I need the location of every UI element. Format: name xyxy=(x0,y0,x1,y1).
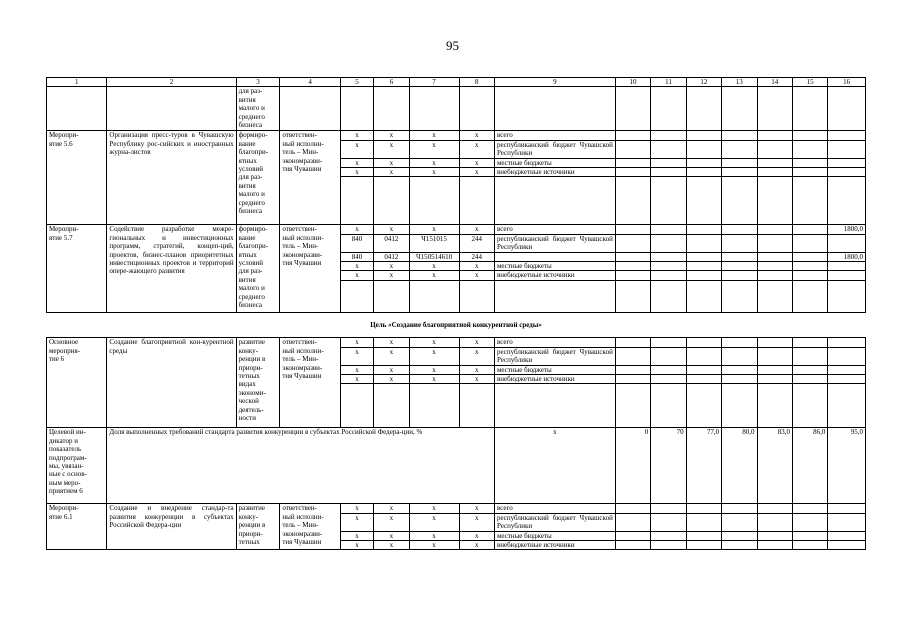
cell: x xyxy=(409,540,459,549)
funding-source: внебюджетные источники xyxy=(494,540,615,549)
funding-source: внебюджетные источники xyxy=(494,271,615,280)
activity-goal: формиро- вание благопри- ятных условий для раз- вития малого и среднего бизнеса xyxy=(236,131,280,225)
cell: x xyxy=(340,140,373,158)
cell: x xyxy=(340,262,373,271)
cell: x xyxy=(459,374,494,383)
value-cell: 1800,0 xyxy=(828,225,866,234)
responsible: ответствен- ный исполни- тель – Мин- экономразви- тия Чувашии xyxy=(280,225,340,312)
funding-source: республиканский бюджет Чувашской Республики xyxy=(494,234,615,252)
col-header: 14 xyxy=(757,78,792,87)
col-header: 11 xyxy=(651,78,686,87)
col-header: 4 xyxy=(280,78,340,87)
activity-goal: развитие конку- ренции в приори- тетных xyxy=(236,504,280,550)
indicator-value: 0 xyxy=(615,428,650,504)
cell: x xyxy=(340,131,373,140)
cell: x xyxy=(374,140,409,158)
cell: x xyxy=(340,225,373,234)
cell: x xyxy=(340,504,373,513)
funding-source: местные бюджеты xyxy=(494,158,615,167)
activity-title: Создание и внедрение стандар-та развития конкуренции в субъектах Российской Федера-ции xyxy=(107,504,236,550)
cell: 244 xyxy=(459,252,494,261)
responsible: ответствен- ный исполни- тель – Мин- экономразви- тия Чувашии xyxy=(280,338,340,428)
activity-title: Организация пресс-туров в Чувашскую Республику рос-сийских и иностранных журна-листов xyxy=(107,131,236,225)
cell: 840 xyxy=(340,234,373,252)
cell: x xyxy=(409,504,459,513)
cell: x xyxy=(374,131,409,140)
indicator-value: 77,0 xyxy=(686,428,721,504)
cell: x xyxy=(409,374,459,383)
activity-goal: развитие конку- ренции в приори- тетных видах экономи- ческой деятель- ности xyxy=(236,338,280,428)
indicator-text: Доля выполненных требований стандарта развития конкуренции в субъектах Российской Федера-ции, % xyxy=(107,428,495,504)
cell: x xyxy=(374,365,409,374)
cell: x xyxy=(340,338,373,347)
cell: x xyxy=(340,374,373,383)
indicator-value: 70 xyxy=(651,428,686,504)
funding-source: всего xyxy=(494,338,615,347)
responsible: ответствен- ный исполни- тель – Мин- экономразви- тия Чувашии xyxy=(280,504,340,550)
activity-name: Основное мероприя- тие 6 xyxy=(47,338,107,428)
page-number: 95 xyxy=(446,38,459,53)
col-header: 5 xyxy=(340,78,373,87)
cell: x xyxy=(459,168,494,177)
funding-source xyxy=(494,252,615,261)
funding-source: всего xyxy=(494,225,615,234)
cell: x xyxy=(459,140,494,158)
cell: x xyxy=(459,347,494,365)
col-header: 16 xyxy=(828,78,866,87)
value-cell: 1800,0 xyxy=(828,252,866,261)
cell: x xyxy=(409,531,459,540)
table-row xyxy=(47,225,866,234)
funding-source: местные бюджеты xyxy=(494,365,615,374)
funding-source: всего xyxy=(494,131,615,140)
cell: x xyxy=(340,158,373,167)
funding-source: внебюджетные источники xyxy=(494,374,615,383)
cell: x xyxy=(374,347,409,365)
cell: x xyxy=(459,365,494,374)
cell: x xyxy=(340,347,373,365)
funding-source: республиканский бюджет Чувашской Республики xyxy=(494,140,615,158)
col-header: 12 xyxy=(686,78,721,87)
col-header: 3 xyxy=(236,78,280,87)
activity-goal: формиро- вание благопри- ятных условий для раз- вития малого и среднего бизнеса xyxy=(236,225,280,312)
cell: x xyxy=(340,168,373,177)
cell: 244 xyxy=(459,234,494,252)
indicator-value: 83,0 xyxy=(757,428,792,504)
cell: x xyxy=(459,262,494,271)
cell: x xyxy=(459,338,494,347)
cell: x xyxy=(340,540,373,549)
indicator-value: 95,0 xyxy=(828,428,866,504)
col-header: 8 xyxy=(459,78,494,87)
cell: x xyxy=(494,428,615,504)
activity-title: Создание благоприятной кон-курентной среды xyxy=(107,338,236,428)
funding-source: республиканский бюджет Чувашской Республики xyxy=(494,513,615,531)
program-table xyxy=(46,77,866,550)
cell: 0412 xyxy=(374,234,409,252)
col-header: 7 xyxy=(409,78,459,87)
cell: x xyxy=(409,271,459,280)
cell: x xyxy=(459,131,494,140)
activity-name: Меропри- ятие 5.7 xyxy=(47,225,107,312)
cell: x xyxy=(374,513,409,531)
col-header: 10 xyxy=(615,78,650,87)
cell: x xyxy=(409,338,459,347)
cell: x xyxy=(459,158,494,167)
cell: x xyxy=(459,504,494,513)
cell: x xyxy=(340,271,373,280)
indicator-name: Целевой ин- дикатор и показатель подпрограм- мы, увязан- ные с основ- ным меро- приятием 6 xyxy=(47,428,107,504)
funding-source: внебюджетные источники xyxy=(494,168,615,177)
indicator-value: 86,0 xyxy=(792,428,827,504)
cell: x xyxy=(409,168,459,177)
cell: x xyxy=(459,225,494,234)
cell: x xyxy=(340,531,373,540)
funding-source: местные бюджеты xyxy=(494,262,615,271)
cell: x xyxy=(374,158,409,167)
activity-name: Меропри- ятие 6.1 xyxy=(47,504,107,550)
continuation-row xyxy=(47,87,866,131)
cell: x xyxy=(374,262,409,271)
funding-source: местные бюджеты xyxy=(494,531,615,540)
cell: Ч151015 xyxy=(409,234,459,252)
cell: x xyxy=(374,338,409,347)
cell: x xyxy=(374,168,409,177)
col-header: 2 xyxy=(107,78,236,87)
cell: x xyxy=(459,513,494,531)
cell: x xyxy=(409,140,459,158)
col-header: 1 xyxy=(47,78,107,87)
header-row xyxy=(47,78,866,87)
goal-heading: Цель «Создание благоприятной конкурентной среды» xyxy=(47,312,866,337)
col-header: 15 xyxy=(792,78,827,87)
cell: x xyxy=(409,262,459,271)
indicator-row xyxy=(47,428,866,504)
cell: x xyxy=(374,504,409,513)
cell: x xyxy=(374,540,409,549)
responsible: ответствен- ный исполни- тель – Мин- экономразви- тия Чувашии xyxy=(280,131,340,225)
cell: x xyxy=(374,531,409,540)
cell: 840 xyxy=(340,252,373,261)
indicator-value: 80,0 xyxy=(722,428,757,504)
cell: x xyxy=(459,540,494,549)
cell: x xyxy=(409,347,459,365)
cell: x xyxy=(459,271,494,280)
col-header: 13 xyxy=(722,78,757,87)
cell: x xyxy=(409,158,459,167)
table-row xyxy=(47,504,866,513)
col-header: 9 xyxy=(494,78,615,87)
cell: x xyxy=(374,225,409,234)
activity-title: Содействие разработке межре-гиональных и инвестиционных программ, стратегий, концеп-ций, проектов, бизнес-планов приоритетных инвестиционных проектов и территорий опере-жающего развития xyxy=(107,225,236,312)
cell: x xyxy=(340,365,373,374)
funding-source: республиканский бюджет Чувашской Республики xyxy=(494,347,615,365)
funding-source: всего xyxy=(494,504,615,513)
cell: Ч150514610 xyxy=(409,252,459,261)
goal-heading-row xyxy=(47,312,866,337)
table-row xyxy=(47,131,866,140)
cell: x xyxy=(340,513,373,531)
col-header: 6 xyxy=(374,78,409,87)
cell: x xyxy=(409,513,459,531)
cell: x xyxy=(409,225,459,234)
cell: x xyxy=(374,271,409,280)
cell: x xyxy=(409,365,459,374)
goal-cell: для раз- вития малого и среднего бизнеса xyxy=(236,87,280,131)
activity-name: Меропри- ятие 5.6 xyxy=(47,131,107,225)
table-row xyxy=(47,338,866,347)
cell: x xyxy=(409,131,459,140)
cell: x xyxy=(459,531,494,540)
cell: x xyxy=(374,374,409,383)
cell: 0412 xyxy=(374,252,409,261)
